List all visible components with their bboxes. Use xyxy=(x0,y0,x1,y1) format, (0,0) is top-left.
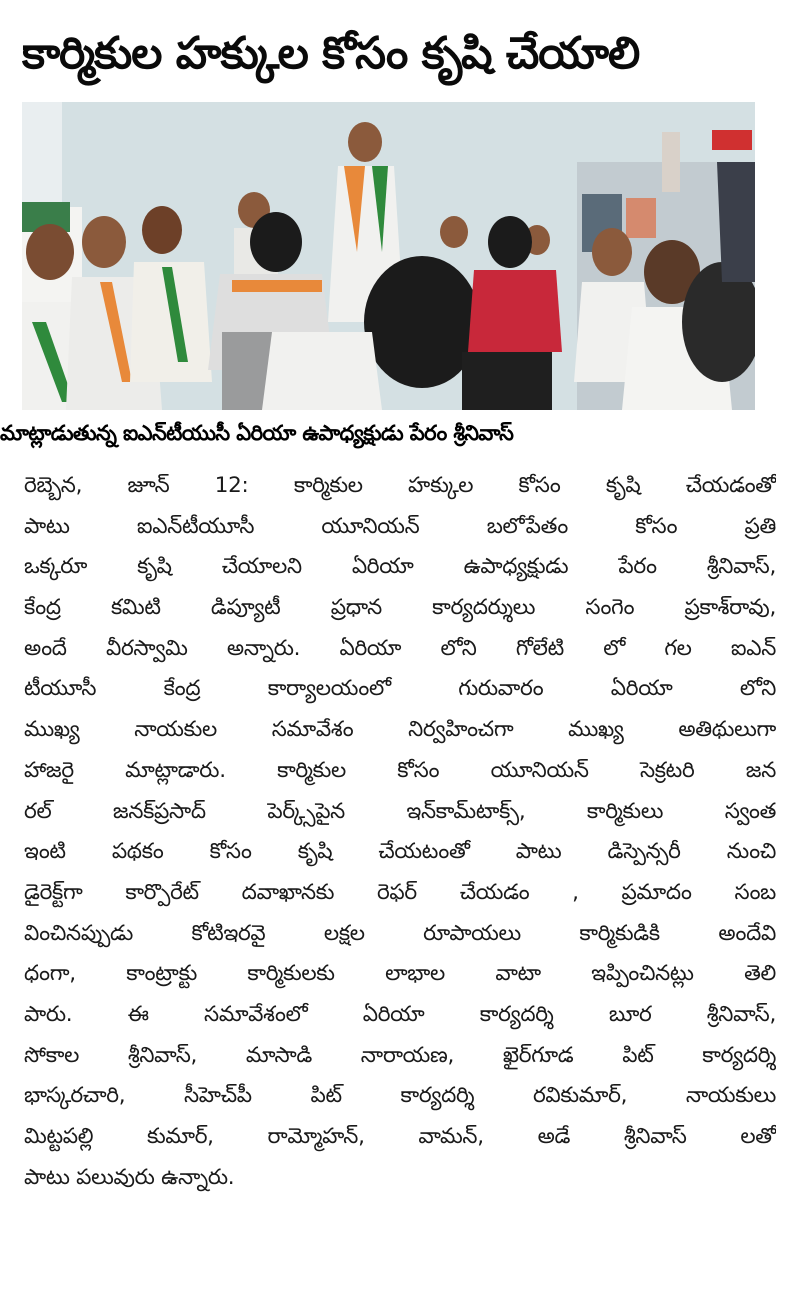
article-line: సోకాల శ్రీనివాస్, మాసాడి నారాయణ, ఖైర్‌గూడ పిట్ కార్యదర్శి xyxy=(24,1042,776,1068)
article-line: టీయూసీ కేంద్ర కార్యాలయంలో గురువారం ఏరియా లోని xyxy=(24,676,776,702)
article-line: ధంగా, కాంట్రాక్టు కార్మికులకు లాభాల వాటా ఇప్పించినట్లు తెలి xyxy=(24,961,776,987)
article-line: డైరెక్ట్‌గా కార్పొరేట్ దవాఖానకు రెఫర్ చేయడం , ప్రమాదం సంబ xyxy=(24,879,776,905)
article-line: ముఖ్య నాయకుల సమావేశం నిర్వహించగా ముఖ్య అతిథులుగా xyxy=(24,717,776,743)
article-body xyxy=(24,466,776,1198)
article-line: ఇంటి పథకం కోసం కృషి చేయటంతో పాటు డిస్పెన్సరీ నుంచి xyxy=(24,839,776,865)
headline: కార్మికుల హక్కుల కోసం కృషి చేయాలి xyxy=(22,28,640,79)
news-photo xyxy=(22,102,755,410)
article-line: వించినప్పుడు కోటిఇరవై లక్షల రూపాయలు కార్మికుడికి అందేవి xyxy=(24,920,776,946)
article-line: రెబ్బెన, జూన్ 12: కార్మికుల హక్కుల కోసం కృషి చేయడంతో xyxy=(24,473,776,498)
article-line: ఒక్కరూ కృషి చేయాలని ఏరియా ఉపాధ్యక్షుడు పేరం శ్రీనివాస్, xyxy=(24,554,776,580)
article-line: రల్ జనక్‌ప్రసాద్ పెర్క్స్‌పైన ఇన్‌కామ్‌టాక్స్, కార్మికులు స్వంత xyxy=(24,798,776,824)
article-line: మిట్టపల్లి కుమార్, రామ్మోహన్, వామన్, అడే శ్రీనివాస్ లతో xyxy=(24,1124,776,1149)
article-line: అందే వీరస్వామి అన్నారు. ఏరియా లోని గోలేటి లో గల ఐఎన్ xyxy=(24,635,776,661)
article-line: కేంద్ర కమిటి డిప్యూటీ ప్రధాన కార్యదర్శులు సంగెం ప్రకాశ్‌రావు, xyxy=(24,595,776,621)
article-line: పాటు ఐఎన్‌టీయూసీ యూనియన్ బలోపేతం కోసం ప్రతి xyxy=(24,513,776,539)
article-line: పాటు పలువురు ఉన్నారు. xyxy=(24,1164,235,1190)
photo-caption: మాట్లాడుతున్న ఐఎన్‌టీయుసీ ఏరియా ఉపాధ్యక్షుడు పేరం శ్రీనివాస్ xyxy=(0,421,514,445)
article-line: పారు. ఈ సమావేశంలో ఏరియా కార్యదర్శి బూర శ్రీనివాస్, xyxy=(24,1001,776,1027)
article-line: హాజరై మాట్లాడారు. కార్మికుల కోసం యూనియన్ సెక్రటరి జన xyxy=(24,757,776,783)
article-line: భాస్కరచారి, సీహెచ్‌పీ పిట్ కార్యదర్శి రవికుమార్, నాయకులు xyxy=(24,1083,776,1109)
